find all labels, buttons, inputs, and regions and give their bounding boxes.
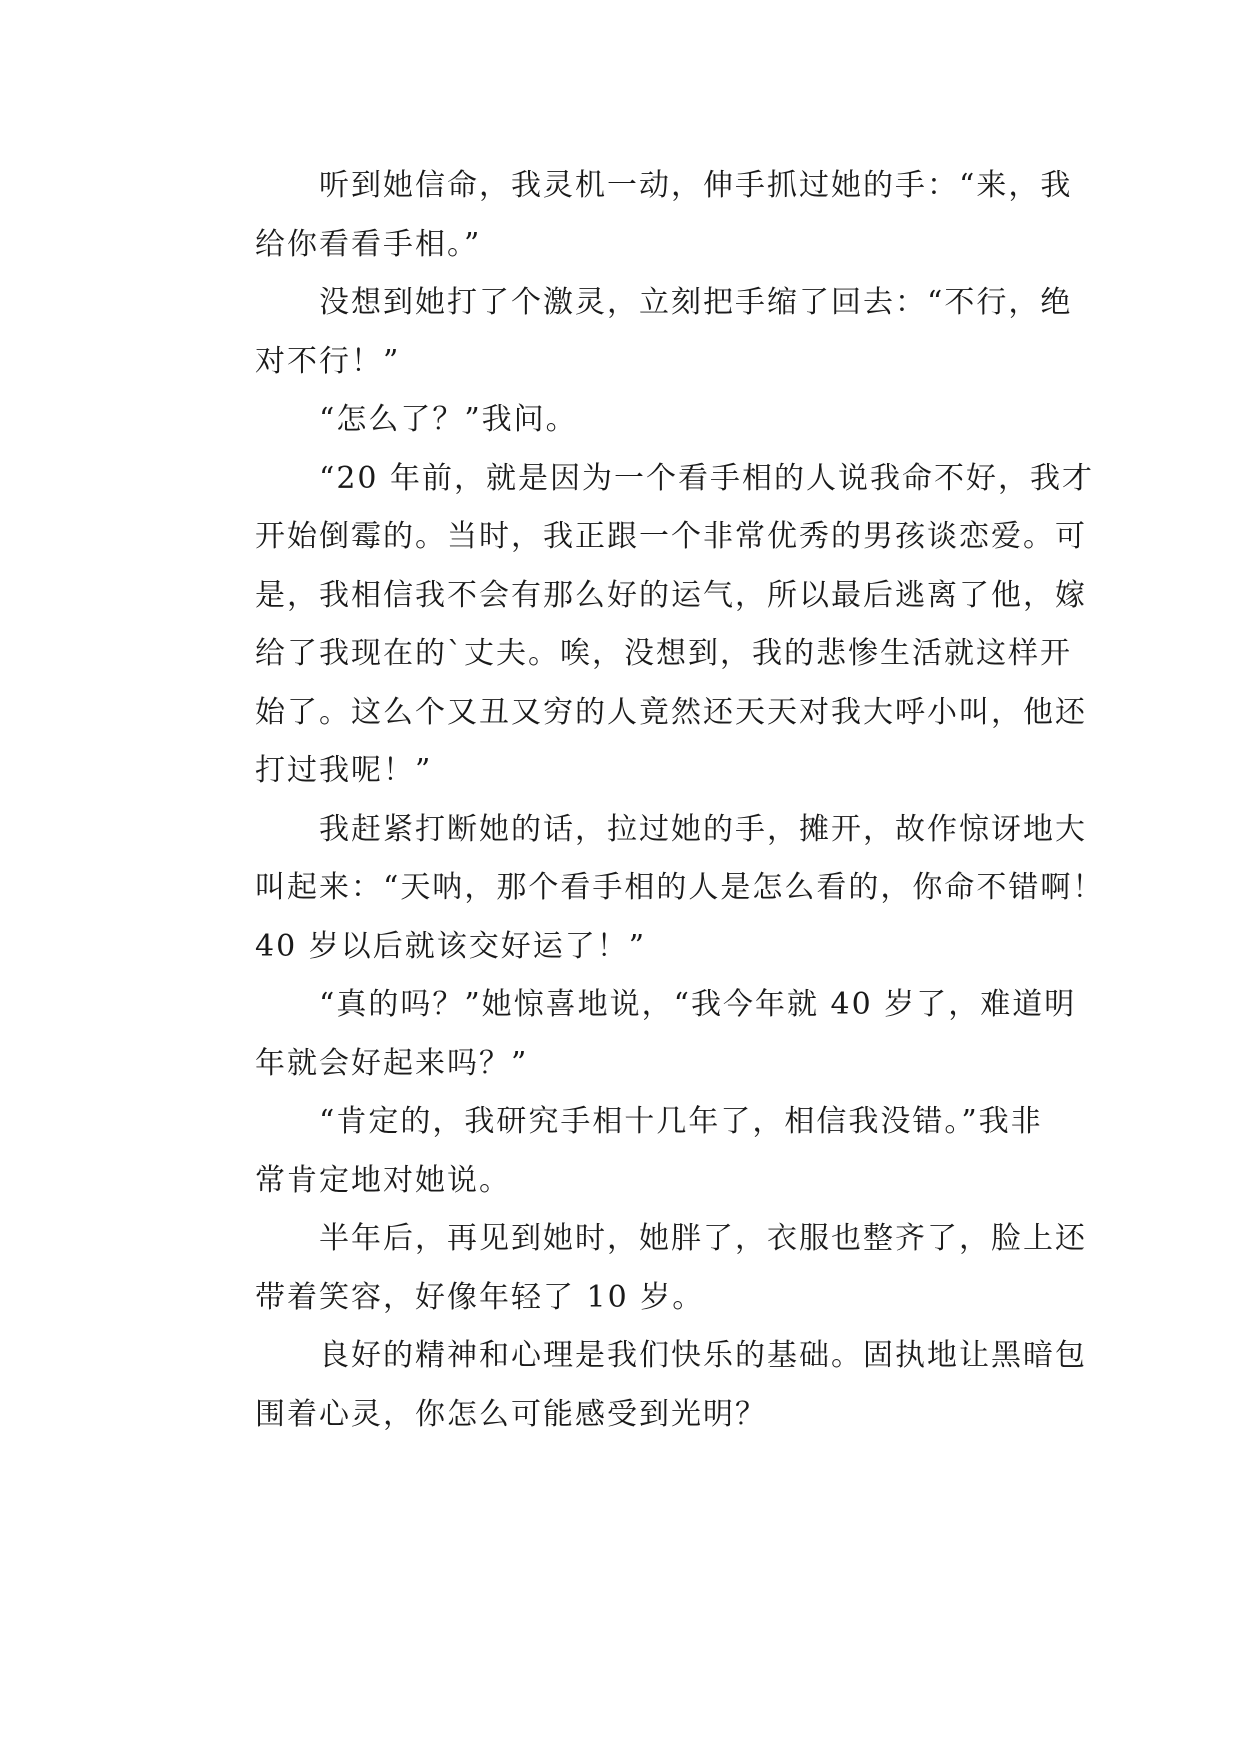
- text-line: 带着笑容，好像年轻了 10 岁。: [255, 1279, 705, 1315]
- text-line: 打过我呢！”: [255, 753, 433, 788]
- text-line: 听到她信命，我灵机一动，伸手抓过她的手：“来，我: [319, 168, 1073, 203]
- text-line: 良好的精神和心理是我们快乐的基础。固执地让黑暗包: [319, 1338, 1087, 1373]
- text-line: 给你看看手相。”: [255, 226, 482, 262]
- text-line: 我赶紧打断她的话，拉过她的手，摊开，故作惊讶地大: [319, 811, 1087, 847]
- text-line: 常肯定地对她说。: [255, 1162, 511, 1198]
- text-line: 40 岁以后就该交好运了！”: [255, 928, 647, 964]
- text-line: 年就会好起来吗？”: [255, 1045, 529, 1081]
- text-line: 叫起来：“天呐，那个看手相的人是怎么看的，你命不错啊！: [255, 870, 1105, 905]
- text-line: “肯定的，我研究手相十几年了，相信我没错。”我非: [319, 1104, 1043, 1139]
- text-line: “20 年前，就是因为一个看手相的人说我命不好，我才: [319, 460, 1095, 496]
- text-line: 始了。这么个又丑又穷的人竟然还天天对我大呼小叫，他还: [255, 694, 1087, 730]
- paragraph-2: [191, 274, 1073, 391]
- paragraph-8: [191, 1210, 1087, 1327]
- paragraph-7: [191, 1093, 1053, 1210]
- text-line: 给了我现在的`丈夫。唉，没想到，我的悲惨生活就这样开: [255, 636, 1072, 671]
- text-line: 对不行！”: [255, 343, 401, 379]
- text-line: 围着心灵，你怎么可能感受到光明？: [255, 1396, 767, 1432]
- text-line: “怎么了？”我问。: [319, 402, 578, 437]
- paragraph-4: [191, 450, 1095, 801]
- paragraph-3: [191, 391, 1053, 450]
- text-line: 开始倒霉的。当时，我正跟一个非常优秀的男孩谈恋爱。可: [255, 519, 1087, 554]
- text-line: 半年后，再见到她时，她胖了，衣服也整齐了，脸上还: [319, 1221, 1087, 1256]
- text-line: “真的吗？”她惊喜地说，“我今年就 40 岁了，难道明: [319, 987, 1077, 1022]
- text-line: 是，我相信我不会有那么好的运气，所以最后逃离了他，嫁: [255, 577, 1087, 613]
- paragraph-5: [191, 801, 1105, 977]
- paragraph-1: [191, 157, 1073, 274]
- paragraph-9: [191, 1327, 1087, 1444]
- text-line: 没想到她打了个激灵，立刻把手缩了回去：“不行，绝: [319, 285, 1073, 320]
- paragraph-6: [191, 976, 1077, 1093]
- document-body: [191, 157, 1105, 1444]
